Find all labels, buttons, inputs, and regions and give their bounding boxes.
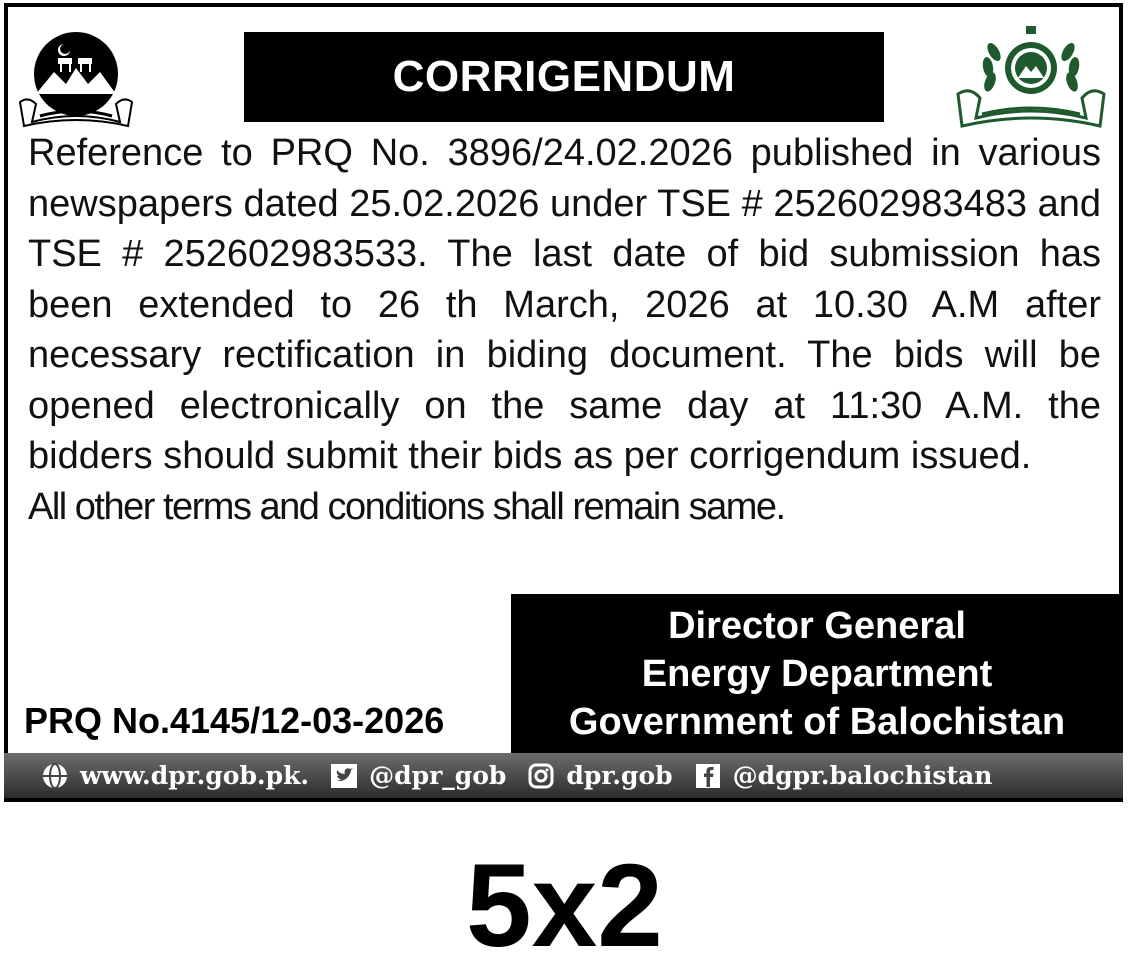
twitter-icon bbox=[327, 762, 361, 790]
prq-reference: PRQ No.4145/12-03-2026 bbox=[24, 700, 445, 741]
footer-facebook bbox=[691, 761, 993, 790]
notice-body bbox=[28, 128, 1101, 482]
globe-icon bbox=[38, 762, 72, 790]
footer-instagram bbox=[524, 761, 672, 790]
signature-department: Energy Department bbox=[641, 653, 993, 695]
instagram-handle: dpr.gob bbox=[566, 761, 673, 790]
signature-block bbox=[511, 594, 1123, 754]
notice-conditions: All other terms and conditions shall remain same. bbox=[28, 486, 785, 528]
corrigendum-title: CORRIGENDUM bbox=[244, 32, 884, 122]
facebook-handle: @dgpr.balochistan bbox=[732, 761, 993, 790]
twitter-handle: @dpr_gob bbox=[369, 761, 507, 790]
ad-size-label: 5x2 bbox=[466, 840, 663, 972]
notice-paragraph: Reference to PRQ No. 3896/24.02.2026 published in various newspapers dated 25.02.2026 under TSE # 252602983483 and TSE # 252602983533. The last date of bid submission has been extended to 26 th March, 2026 at 10.30 A.M after necessary rectification in biding document. The bids will be opened electronically on the same day at 11:30 A.M. the bidders should submit their bids as per corrigendum issued. bbox=[28, 132, 1101, 477]
footer-website bbox=[38, 761, 309, 790]
facebook-icon bbox=[691, 762, 725, 790]
website-link: www.dpr.gob.pk. bbox=[80, 761, 310, 790]
signature-designation: Director General bbox=[668, 605, 966, 647]
balochistan-government-emblem bbox=[14, 22, 138, 132]
dgpr-balochistan-emblem bbox=[950, 22, 1112, 132]
signature-government: Government of Balochistan bbox=[568, 701, 1066, 743]
footer-twitter bbox=[327, 761, 506, 790]
instagram-icon bbox=[524, 762, 558, 790]
footer-bar bbox=[4, 753, 1123, 798]
